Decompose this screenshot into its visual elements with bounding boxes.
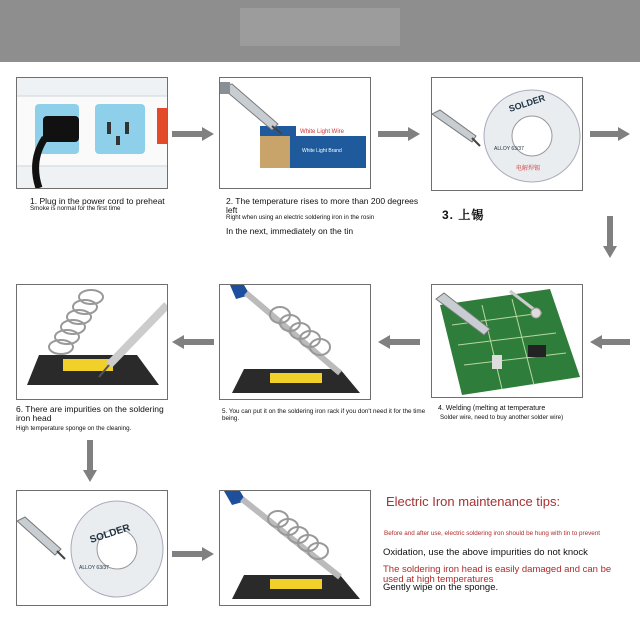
- arrow-right-2: [378, 127, 420, 141]
- panel-power-strip: [16, 77, 168, 189]
- rosin-box-text: White Light Wire: [300, 129, 345, 135]
- power-strip-illustration: [17, 78, 167, 188]
- panel-pcb: [431, 284, 583, 398]
- banner-blur: [240, 8, 400, 46]
- arrow-down-1: [603, 216, 617, 258]
- solder-alloy-text: ALLOY 63/37: [494, 146, 524, 152]
- iron-stand-illustration-2: [220, 491, 370, 605]
- tip-3: The soldering iron head is easily damaged and can be used at high temperatures: [383, 564, 612, 585]
- panel-iron-stand-2: [219, 490, 371, 606]
- solder-reel-illustration-2: [17, 491, 167, 605]
- panel-rosin: [219, 77, 371, 189]
- sponge-illustration: [17, 285, 167, 399]
- step1-note: Smoke is normal for the first time: [30, 204, 121, 212]
- arrow-right-1: [172, 127, 214, 141]
- step1-title: 1. Plug in the power cord to preheat: [30, 196, 165, 206]
- step3-caption: 3. 上锡: [442, 208, 485, 222]
- arrow-right-4: [172, 547, 214, 561]
- top-banner: [0, 0, 640, 62]
- step2-title: 2. The temperature rises to more than 200 degrees left: [226, 196, 419, 215]
- step4-title: 4. Welding (melting at temperature: [438, 405, 546, 412]
- rosin-illustration: [220, 78, 370, 188]
- step5-caption: 5. You can put it on the soldering iron rack if you don't need it for the time being.: [222, 408, 426, 422]
- step6-caption: [16, 405, 176, 433]
- step2-note: Right when using an electric soldering iron in the rosin: [226, 213, 375, 221]
- solder-reel-illustration: [432, 78, 582, 190]
- arrow-left-3: [172, 335, 214, 349]
- panel-sponge: [16, 284, 168, 400]
- step4-caption: [438, 405, 608, 422]
- arrow-down-2: [83, 440, 97, 482]
- panel-solder-reel: [431, 77, 583, 191]
- arrow-right-3: [590, 127, 630, 141]
- arrow-left-1: [590, 335, 630, 349]
- panel-iron-stand: [219, 284, 371, 400]
- tip-2: Oxidation, use the above impurities do not knock: [383, 547, 588, 558]
- iron-stand-illustration: [220, 285, 370, 399]
- solder-reel-text: SOLDER: [507, 92, 547, 114]
- arrow-left-2: [378, 335, 420, 349]
- step6-title: 6. There are impurities on the soldering iron head: [16, 404, 164, 423]
- step1-caption: [30, 197, 180, 213]
- tip-1: Before and after use, electric soldering iron should be hung with tin to prevent: [384, 530, 600, 537]
- solder-reel-text-2: SOLDER: [88, 522, 132, 546]
- solder-alloy-text-2: ALLOY 63/37: [79, 565, 109, 571]
- solder-cn-text: 电解焊锡: [516, 166, 541, 172]
- step6-note: High temperature sponge on the cleaning.: [16, 424, 132, 432]
- step4-note: Solder wire, need to buy another solder wire): [440, 414, 564, 422]
- panel-solder-reel-2: [16, 490, 168, 606]
- step2-caption: [226, 197, 426, 236]
- rosin-box-text2: White Light Brand: [302, 148, 342, 154]
- tip-4: Gently wipe on the sponge.: [383, 582, 499, 593]
- step2-extra: In the next, immediately on the tin: [226, 225, 354, 236]
- tips-title: Electric Iron maintenance tips:: [386, 494, 561, 509]
- pcb-illustration: [432, 285, 582, 397]
